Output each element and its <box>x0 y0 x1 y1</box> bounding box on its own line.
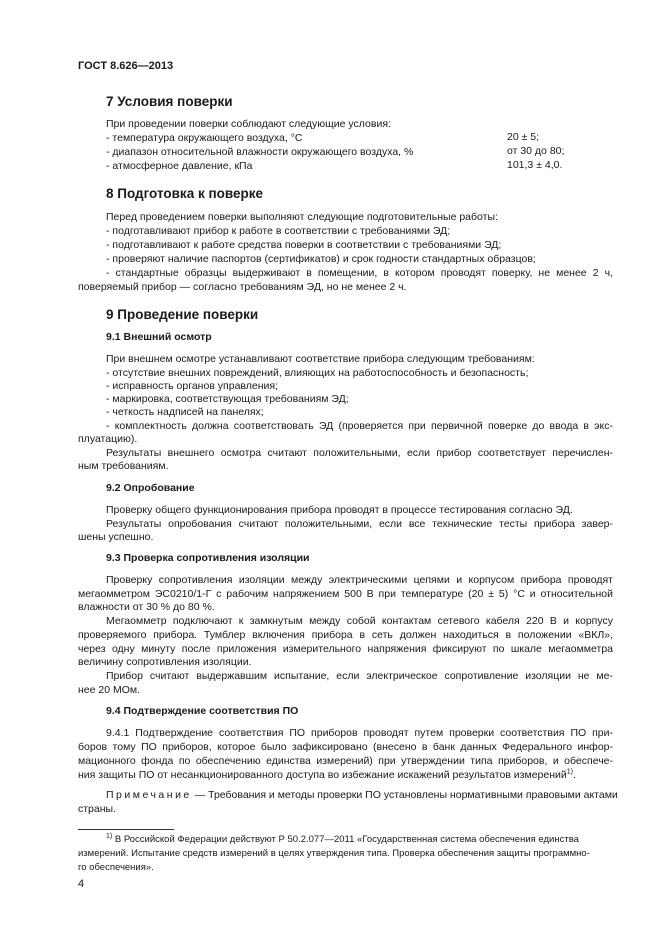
subsection-9-1-title: 9.1 Внешний осмотр <box>106 331 212 343</box>
text-line: через одну минуту после приложения измерительного напряжения фиксируют по шкале мегаомметра <box>78 643 613 655</box>
text-line: - проверяют наличие паспортов (сертификатов) и срок годности стандартных образцов; <box>106 253 536 265</box>
footnote-line: го обеспечения». <box>78 862 154 873</box>
condition-value: от 30 до 80; <box>507 145 565 157</box>
footnote-ref: 1) <box>566 768 573 776</box>
condition-value: 20 ± 5; <box>507 131 540 143</box>
page-number: 4 <box>78 878 85 890</box>
text-line: 9.4.1 Подтверждение соответствия ПО приборов проводят путем проверки соответствия ПО при- <box>106 727 613 739</box>
condition-label: - атмосферное давление, кПа <box>106 160 253 172</box>
footnote-text: В Российской Федерации действуют Р 50.2.077—2011 «Государственная система обеспечения единства <box>112 834 579 845</box>
text-line: шены успешно. <box>78 531 154 543</box>
text-line: Перед проведением поверки выполняют следующие подготовительные работы: <box>106 211 498 223</box>
text-line: мационного фонда по обеспечению единства измерений) при утверждении типа приборов, и обеспече- <box>78 755 613 767</box>
text-line: Мегаомметр подключают к замкнутым между собой контактам сетевого кабеля 220 В и корпусу <box>106 615 613 627</box>
text-line: - отсутствие внешних повреждений, влияющих на работоспособность и безопасность; <box>106 367 529 379</box>
text-line: поверяемый прибор — согласно требованиям ЭД, но не менее 2 ч. <box>78 281 407 293</box>
section-7-title: 7 Условия поверки <box>106 94 233 109</box>
text-line: Результаты внешнего осмотра считают положительными, если прибор соответствует перечислен- <box>106 447 613 459</box>
text-line: ния защиты ПО от несанкционированного доступа во избежание искажений результатов измерений$^{1)}$. <box>78 768 576 781</box>
note-text: — Требования и методы проверки ПО установлены нормативными правовыми актами <box>191 789 618 801</box>
footnote-mark: 1) <box>106 832 113 840</box>
section-7-intro: При проведении поверки соблюдают следующие условия: <box>106 118 391 130</box>
text-line: влажности от 30 % до 80 %. <box>78 601 215 613</box>
subsection-9-3-title: 9.3 Проверка сопротивления изоляции <box>106 552 310 564</box>
condition-label: - температура окружающего воздуха, °С <box>106 132 303 144</box>
footnote-line: измерений. Испытание средств измерений в целях утверждения типа. Проверка обеспечения защиты программно- <box>78 848 590 859</box>
subsection-9-4-title: 9.4 Подтверждение соответствия ПО <box>106 705 299 717</box>
text-line: боров тому ПО приборов, которое было зафиксировано (внесено в банк данных Федерального инфор- <box>78 741 613 753</box>
note <box>106 788 618 802</box>
text-line: - подготавливают прибор к работе в соответствии с требованиями ЭД; <box>106 225 451 237</box>
footnote-line <box>106 833 579 847</box>
text-line: Проверку общего функционирования прибора проводят в процессе тестирования согласно ЭД. <box>106 504 573 516</box>
text-line: Результаты опробования считают положительными, если все технические тесты прибора завер- <box>106 518 613 530</box>
condition-label: - диапазон относительной влажности окружающего воздуха, % <box>106 146 414 158</box>
document-header: ГОСТ 8.626—2013 <box>78 60 174 72</box>
text-line: - подготавливают к работе средства поверки в соответствии с требованиями ЭД; <box>106 239 502 251</box>
text-line: ным требованиям. <box>78 460 169 472</box>
text-line: плуатацию). <box>78 433 138 445</box>
text-line: величину сопротивления изоляции. <box>78 656 252 668</box>
text-line: - комплектность должна соответствовать ЭД (проверяется при первичной поверке до ввода в экс- <box>106 420 613 432</box>
text-line: проверяемого прибора. Тумблер включения прибора в сеть должен находиться в положении «ВКЛ», <box>78 629 613 641</box>
section-8-title: 8 Подготовка к поверке <box>106 186 263 201</box>
text-line: мегаомметром ЭС0210/1-Г с рабочим напряжением 500 В при температуре (20 ± 5) °С и относительной <box>78 588 613 600</box>
text-line: - стандартные образцы выдерживают в помещении, в котором проводят поверку, не менее 2 ч, <box>106 267 613 279</box>
text-line: Прибор считают выдержавшим испытание, если электрическое сопротивление изоляции не ме- <box>106 670 613 682</box>
note-label: Примечание <box>106 789 192 801</box>
section-9-title: 9 Проведение поверки <box>106 307 259 322</box>
footnote-separator <box>78 829 174 830</box>
text-line: - четкость надписей на панелях; <box>106 406 264 418</box>
text-line: Проверку сопротивления изоляции между электрическими цепями и корпусом прибора проводят <box>106 574 613 586</box>
text-line-body: ния защиты ПО от несанкционированного доступа во избежание искажений результатов измерений <box>78 769 567 781</box>
text-line: нее 20 МОм. <box>78 684 141 696</box>
subsection-9-2-title: 9.2 Опробование <box>106 482 195 494</box>
text-line: - маркировка, соответствующая требованиям ЭД; <box>106 393 349 405</box>
condition-value: 101,3 ± 4,0. <box>507 159 563 171</box>
text-line: При внешнем осмотре устанавливают соответствие прибора следующим требованиям: <box>106 353 535 365</box>
text-line: - исправность органов управления; <box>106 380 278 392</box>
note-continuation: страны. <box>78 803 117 815</box>
